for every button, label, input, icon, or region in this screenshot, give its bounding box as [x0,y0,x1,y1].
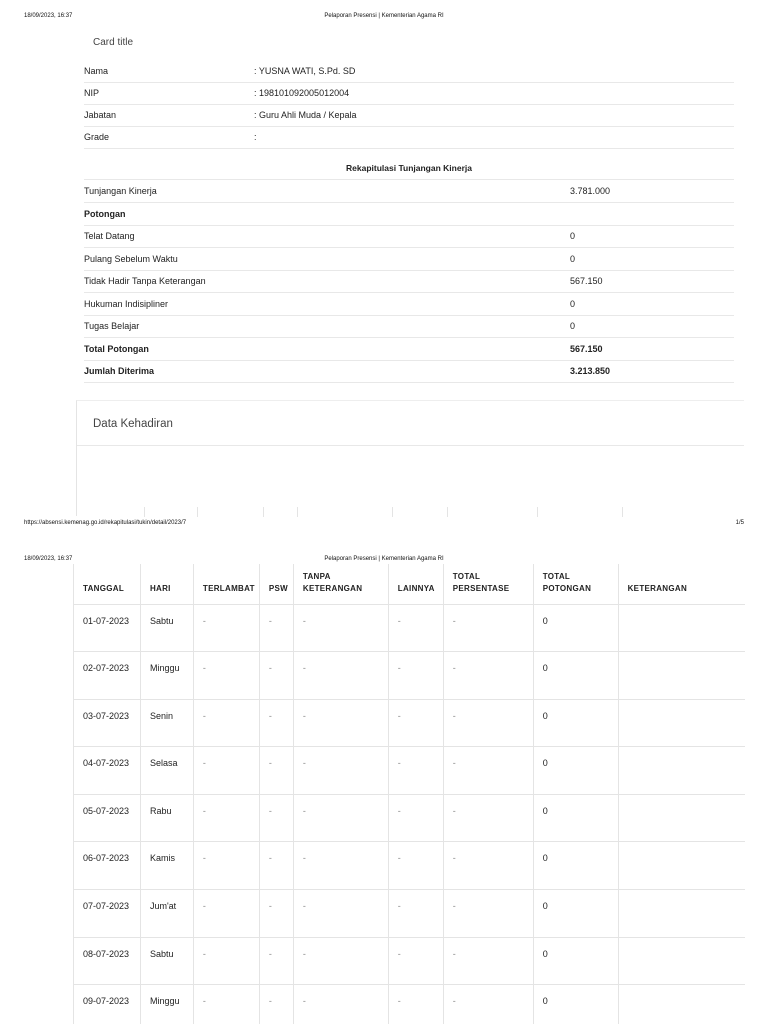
cell-tanpa-keterangan: - [293,985,388,1024]
col-header-total-persentase: TOTAL PERSENTASE [443,564,533,604]
cell-lainnya: - [388,604,443,652]
table-row [74,699,746,747]
employee-info-table [84,60,734,149]
rekap-value: 0 [570,293,734,316]
info-label: Nama [84,60,254,82]
cell-total-potongan: 0 [533,985,618,1024]
rekap-table [84,180,734,383]
column-divider [537,507,538,517]
cell-total-potongan: 0 [533,747,618,795]
column-divider [144,507,145,517]
cell-psw: - [259,937,293,985]
cell-lainnya: - [388,985,443,1024]
cell-keterangan [618,604,745,652]
cell-terlambat: - [193,794,259,842]
cell-hari: Kamis [140,842,193,890]
cell-lainnya: - [388,937,443,985]
info-value: : [254,126,734,148]
cell-keterangan [618,794,745,842]
rekap-row-pulang [84,248,734,271]
table-row [74,747,746,795]
cell-hari: Senin [140,699,193,747]
cell-psw: - [259,604,293,652]
column-divider [622,507,623,517]
cell-hari: Minggu [140,652,193,700]
cell-psw: - [259,699,293,747]
rekap-label: Hukuman Indisipliner [84,293,570,316]
cell-tanpa-keterangan: - [293,747,388,795]
cell-tanggal: 09-07-2023 [74,985,141,1024]
table-row [74,842,746,890]
column-divider [447,507,448,517]
cell-tanggal: 04-07-2023 [74,747,141,795]
cell-tanggal: 08-07-2023 [74,937,141,985]
rekap-row-hukuman [84,293,734,316]
column-divider [263,507,264,517]
rekap-label: Pulang Sebelum Waktu [84,248,570,271]
print-url: https://absensi.kemenag.go.id/rekapitulasi/tukin/detail/2023/7 [24,520,187,526]
table-row [74,604,746,652]
cell-tanggal: 01-07-2023 [74,604,141,652]
rekap-value: 3.213.850 [570,360,734,383]
cell-total-persentase: - [443,794,533,842]
cell-total-persentase: - [443,985,533,1024]
column-divider [297,507,298,517]
col-header-total-potongan: TOTAL POTONGAN [533,564,618,604]
rekap-value: 3.781.000 [570,180,734,203]
cell-terlambat: - [193,890,259,938]
card-title: Card title [93,37,134,48]
cell-keterangan [618,842,745,890]
info-value: : Guru Ahli Muda / Kepala [254,104,734,126]
rekap-label: Tugas Belajar [84,315,570,338]
cell-tanggal: 05-07-2023 [74,794,141,842]
cell-hari: Rabu [140,794,193,842]
cell-keterangan [618,699,745,747]
info-label: Grade [84,126,254,148]
rekap-value: 567.150 [570,338,734,361]
print-page-title: Pelaporan Presensi | Kementerian Agama RI [324,13,444,19]
rekap-row-total-potongan [84,338,734,361]
cell-terlambat: - [193,985,259,1024]
info-label: Jabatan [84,104,254,126]
info-row-nip [84,82,734,104]
column-divider [197,507,198,517]
cell-keterangan [618,747,745,795]
print-datetime: 18/09/2023, 16:37 [24,13,73,19]
cell-total-potongan: 0 [533,842,618,890]
rekap-row-tidak-hadir [84,270,734,293]
col-header-tanpa-keterangan: TANPA KETERANGAN [293,564,388,604]
print-datetime: 18/09/2023, 16:37 [24,556,73,562]
cell-hari: Selasa [140,747,193,795]
info-label: NIP [84,82,254,104]
rekap-row-tugas-belajar [84,315,734,338]
cell-tanggal: 02-07-2023 [74,652,141,700]
rekap-row-potongan [84,203,734,226]
cell-terlambat: - [193,604,259,652]
rekap-value [570,203,734,226]
cell-tanpa-keterangan: - [293,652,388,700]
rekap-row-tunjangan [84,180,734,203]
rekap-label: Jumlah Diterima [84,360,570,383]
cell-total-potongan: 0 [533,652,618,700]
col-header-tanggal: TANGGAL [74,564,141,604]
cell-total-potongan: 0 [533,937,618,985]
cell-tanggal: 03-07-2023 [74,699,141,747]
cell-total-potongan: 0 [533,699,618,747]
cell-terlambat: - [193,699,259,747]
rekap-value: 0 [570,315,734,338]
cell-tanggal: 06-07-2023 [74,842,141,890]
cell-keterangan [618,937,745,985]
cell-keterangan [618,890,745,938]
cell-psw: - [259,794,293,842]
rekap-label: Potongan [84,203,570,226]
cell-total-persentase: - [443,890,533,938]
rekap-label: Tidak Hadir Tanpa Keterangan [84,270,570,293]
rekap-value: 0 [570,225,734,248]
cell-tanpa-keterangan: - [293,699,388,747]
cell-psw: - [259,842,293,890]
cell-tanggal: 07-07-2023 [74,890,141,938]
kehadiran-title: Data Kehadiran [93,418,173,430]
cell-tanpa-keterangan: - [293,794,388,842]
cell-total-persentase: - [443,604,533,652]
table-row [74,652,746,700]
cell-psw: - [259,890,293,938]
col-header-psw: PSW [259,564,293,604]
cell-terlambat: - [193,842,259,890]
cell-hari: Sabtu [140,937,193,985]
cell-total-potongan: 0 [533,890,618,938]
col-header-lainnya: LAINNYA [388,564,443,604]
rekap-label: Tunjangan Kinerja [84,180,570,203]
cell-hari: Sabtu [140,604,193,652]
info-row-jabatan [84,104,734,126]
print-page-title: Pelaporan Presensi | Kementerian Agama RI [324,556,444,562]
table-row [74,985,746,1024]
info-row-grade [84,126,734,148]
cell-terlambat: - [193,652,259,700]
cell-tanpa-keterangan: - [293,937,388,985]
table-row [74,937,746,985]
cell-total-potongan: 0 [533,794,618,842]
col-header-keterangan: KETERANGAN [618,564,745,604]
print-page-number: 1/5 [735,520,744,526]
info-value: : YUSNA WATI, S.Pd. SD [254,60,734,82]
cell-terlambat: - [193,747,259,795]
cell-total-persentase: - [443,747,533,795]
rekap-value: 567.150 [570,270,734,293]
cell-lainnya: - [388,842,443,890]
column-divider [392,507,393,517]
rekap-row-jumlah-diterima [84,360,734,383]
cell-tanpa-keterangan: - [293,842,388,890]
cell-hari: Jum'at [140,890,193,938]
divider [77,445,744,446]
print-header-page-1 [24,13,744,23]
cell-psw: - [259,985,293,1024]
cell-total-potongan: 0 [533,604,618,652]
cell-total-persentase: - [443,699,533,747]
cell-lainnya: - [388,890,443,938]
print-footer [24,520,744,530]
kehadiran-card [76,400,744,516]
cell-tanpa-keterangan: - [293,604,388,652]
cell-terlambat: - [193,937,259,985]
table-row [74,890,746,938]
cell-lainnya: - [388,794,443,842]
cell-lainnya: - [388,652,443,700]
rekap-label: Telat Datang [84,225,570,248]
rekap-row-telat [84,225,734,248]
col-header-terlambat: TERLAMBAT [193,564,259,604]
cell-lainnya: - [388,699,443,747]
cell-keterangan [618,985,745,1024]
table-row [74,794,746,842]
cell-total-persentase: - [443,842,533,890]
rekap-label: Total Potongan [84,338,570,361]
cell-psw: - [259,652,293,700]
attendance-table [73,564,745,1024]
cell-keterangan [618,652,745,700]
cell-lainnya: - [388,747,443,795]
rekap-value: 0 [570,248,734,271]
rekap-title: Rekapitulasi Tunjangan Kinerja [84,156,734,180]
cell-tanpa-keterangan: - [293,890,388,938]
cell-psw: - [259,747,293,795]
cell-total-persentase: - [443,652,533,700]
info-row-nama [84,60,734,82]
col-header-hari: HARI [140,564,193,604]
cell-hari: Minggu [140,985,193,1024]
info-value: : 198101092005012004 [254,82,734,104]
attendance-header-row [74,564,746,604]
cell-total-persentase: - [443,937,533,985]
